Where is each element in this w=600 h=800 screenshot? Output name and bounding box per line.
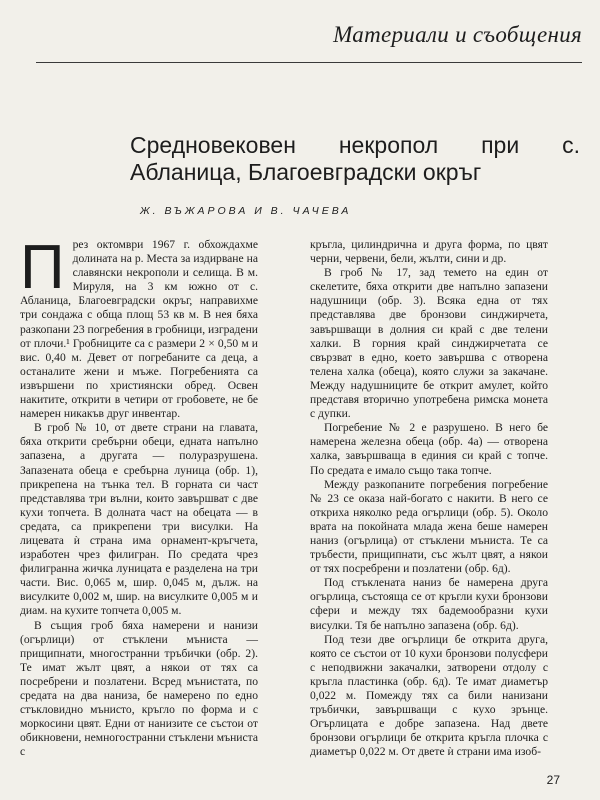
paragraph-5: В гроб № 17, зад темето на един от скелетите, бяха открити две напълно запазени надушници (обр. 3). Всяка една от тях представлява две бронзови синджирчета, завършващи в долния си край с две телени халки. В горния край синджирчетата се свързват в едно, което завършва с отворена телена халка (обеца), която служи за закачане. Между надушниците бе открит амулет, който представя вторично употребена римска монета с дупки. <box>310 266 548 421</box>
right-column <box>310 238 548 759</box>
article-title: Средновековен некропол при с. Абланица, Благоевградски окръг <box>130 132 580 185</box>
paragraph-1 <box>20 233 258 421</box>
paragraph-2: В гроб № 10, от двете страни на главата, бяха открити сребърни обеци, едната напълно запазена, а другата — полуразрушена. Запазената обеца е сребърна луница (обр. 1), прикрепена на тънка тел. В горната си част представлява три вълни, които завършват с две кухи топчета. В долната част на обецата — в средата, са прикрепени три висулки. На лицевата ѝ страна има орнамент-кръгчета, изработен чрез филигран. По средата чрез филигранна жичка луницата е разделена на три части. Вис. 0,065 м, шир. 0,045 м, дълж. на висулките 0,002 м, шир. на висулките 0,005 м и диам. на кухите топчета 0,005 м. <box>20 421 258 618</box>
header-rule <box>36 62 582 63</box>
paragraph-7: Между разкопаните погребения погребение № 23 се оказа най-богато с накити. В него се откриха няколко реда огърлици (обр. 5). Около врата на покойната млада жена беше намерен наниз (огърлица) от стъклени мъниста. Те са тръбести, прищипнати, със жълт цвят, а някои от тях посребрени и позлатени (обр. 6д). <box>310 477 548 576</box>
paragraph-3: В същия гроб бяха намерени и нанизи (огърлици) от стъклени мъниста — прищипнати, многостранни тръбички (обр. 2). Те имат жълт цвят, а някои от тях са посребрени и позлатени. Всред мънистата, по средата на два наниза, бе намерено по едно стъкловидно мънисто, кръгло по форма и с моркосини цвят. Едни от нанизите се състои от обикновени, немногостранни стъклени мъниста с <box>20 618 258 759</box>
section-heading: Материали и съобщения <box>333 22 582 47</box>
paragraph-8: Под стъклената наниз бе намерена друга огърлица, състояща се от кръгли кухи бронзови сфери и между тях бадемообразни кухи висулки. Тя бе напълно запазена (обр. 6д). <box>310 576 548 632</box>
article-authors: Ж. ВЪЖАРОВА И В. ЧАЧЕВА <box>140 205 352 217</box>
drop-cap: П <box>20 233 65 302</box>
paragraph-1-text: рез октомври 1967 г. обхождахме долината на р. Места за издирване на славянски некрополи и селища. В м. Мируля, на 3 км южно от с. Абланица, Благоевградски окръг, направихме три сондажа с обща площ 53 кв м. В нея бяха разкопани 23 погребения в гробници, изградени от плочи.¹ Гробниците са с размери 2 × 0,50 м и вис. 0,40 м. Девет от погребаните са деца, а останалите жени и мъже. Погребенията са извършени по християнски обред. Освен накитите, открити в четири от гробовете, не бе намерен никакъв друг инвентар. <box>20 238 258 421</box>
paragraph-4: кръгла, цилиндрична и друга форма, по цвят черни, червени, бели, жълти, сини и др. <box>310 238 548 266</box>
paragraph-9: Под тези две огърлици бе открита друга, която се състои от 10 кухи бронзови полусфери с неподвижни закачалки, затворени отдолу с кръгла пластинка (обр. 6д). Те имат диаметър 0,022 м. Помежду тях са били нанизани тръбички, завършващи с кухо зрънце. Огърлицата е добре запазена. Над двете бронзови огърлици бе открита кръгла плочка с диаметър 0,022 м. От двете ѝ страни има изоб- <box>310 632 548 759</box>
left-column <box>20 233 258 759</box>
paragraph-6: Погребение № 2 е разрушено. В него бе намерена железна обеца (обр. 4а) — отворена халка, завършваща в единия си край с топче. По средата е имало също така топче. <box>310 421 548 477</box>
page-number: 27 <box>546 773 560 787</box>
